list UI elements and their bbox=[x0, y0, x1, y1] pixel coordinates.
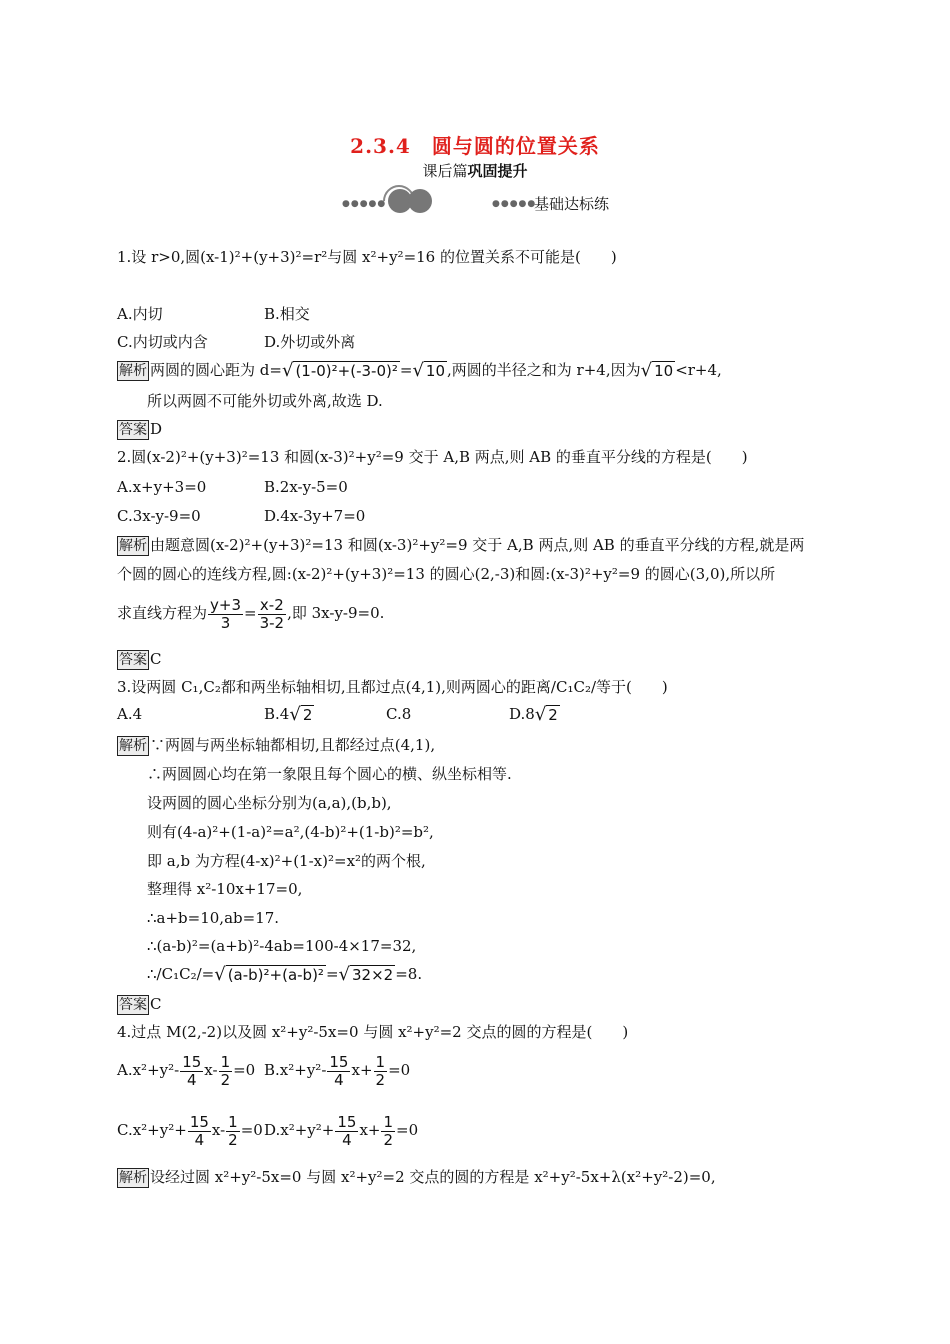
q3-solution-line7: ∴a+b=10,ab=17. bbox=[147, 909, 280, 927]
q3-answer-value: C bbox=[150, 995, 162, 1013]
q3-stem: 3.设两圆 C₁,C₂都和两坐标轴相切,且都过点(4,1),则两圆心的距离/C₁C₂/等于( ) bbox=[117, 678, 668, 696]
sqrt-expression: √ 10 bbox=[412, 360, 446, 381]
q2-answer-value: C bbox=[150, 650, 162, 668]
q1-option-d: D.外切或外离 bbox=[264, 333, 356, 351]
answer-tag: 答案 bbox=[119, 422, 147, 438]
level-label: 基础达标练 bbox=[534, 195, 610, 213]
level-banner bbox=[342, 186, 622, 216]
fraction: $\frac{1}{2}$ bbox=[228, 1112, 238, 1149]
q3-option-c: C.8 bbox=[386, 705, 412, 723]
sqrt-expression: √ (1-0)²+(-3-0)² bbox=[281, 360, 398, 381]
q1-answer bbox=[117, 418, 162, 440]
q2-option-b: B.2x-y-5=0 bbox=[264, 478, 348, 496]
q4-stem: 4.过点 M(2,-2)以及圆 x²+y²-5x=0 与圆 x²+y²=2 交点的圆的方程是( ) bbox=[117, 1023, 629, 1041]
q3-solution-line3: 设两圆的圆心坐标分别为(a,a),(b,b), bbox=[147, 794, 392, 812]
page-subtitle bbox=[0, 160, 950, 181]
fraction: $\frac{15}{4}$ bbox=[329, 1052, 349, 1089]
q2-option-d: D.4x-3y+7=0 bbox=[264, 507, 366, 525]
q2-solution-line3: 求直线方程为 $\frac{y+3}{3}$ = $\frac{x-2}{3-2}$ ,即 3x-y-9=0. bbox=[117, 595, 385, 632]
q3-option-d: D.8√ 2 bbox=[509, 704, 558, 725]
analysis-tag: 解析 bbox=[119, 363, 147, 379]
q3-option-b: B.4√ 2 bbox=[264, 704, 313, 725]
analysis-tag: 解析 bbox=[119, 738, 147, 754]
analysis-tag: 解析 bbox=[119, 538, 147, 554]
answer-tag: 答案 bbox=[119, 652, 147, 668]
fraction: $\frac{1}{2}$ bbox=[383, 1112, 394, 1149]
q1-solution-line2: 所以两圆不可能外切或外离,故选 D. bbox=[147, 392, 383, 410]
subtitle-bold: 巩固提升 bbox=[467, 162, 528, 180]
fraction: $\frac{x-2}{3-2}$ bbox=[259, 595, 285, 632]
q1-solution-line1: 解析 两圆的圆心距为 d=√ (1-0)²+(-3-0)² =√ 10 ,两圆的半径之和为 r+4,因为√ 10 <r+4, bbox=[117, 357, 722, 384]
q3-solution-line9: ∴/C₁C₂/=√ (a-b)²+(a-b)² =√ 32×2 =8. bbox=[147, 961, 422, 988]
q2-stem: 2.圆(x-2)²+(y+3)²=13 和圆(x-3)²+y²=9 交于 A,B 两点,则 AB 的垂直平分线的方程是( ) bbox=[117, 448, 748, 466]
q3-solution-line6: 整理得 x²-10x+17=0, bbox=[147, 880, 303, 898]
sqrt-expression: √ 2 bbox=[534, 704, 558, 725]
q3-solution-line1: 解析 ∵两圆与两坐标轴都相切,且都经过点(4,1), bbox=[119, 736, 436, 754]
q2-solution-line2: 个圆的圆心的连线方程,圆:(x-2)²+(y+3)²=13 的圆心(2,-3)和圆:(x-3)²+y²=9 的圆心(3,0),所以所 bbox=[117, 565, 776, 583]
circle-right-icon bbox=[408, 189, 432, 213]
sqrt-expression: √ 2 bbox=[289, 704, 313, 725]
dots-left-icon: ●●●●● bbox=[342, 199, 387, 209]
sqrt-expression: √ 32×2 bbox=[338, 964, 394, 985]
q1-sol-text: 两圆的圆心距为 d= bbox=[150, 361, 282, 379]
q2-answer bbox=[117, 648, 161, 670]
q1-option-c: C.内切或内含 bbox=[117, 333, 208, 351]
fraction: $\frac{15}{4}$ bbox=[182, 1052, 202, 1089]
q3-solution-line5: 即 a,b 为方程(4-x)²+(1-x)²=x²的两个根, bbox=[147, 852, 426, 870]
q4-option-a: A.x²+y²- $\frac{15}{4}$ x- $\frac{1}{2}$ =0 bbox=[117, 1052, 256, 1089]
q1-stem: 1.设 r>0,圆(x-1)²+(y+3)²=r²与圆 x²+y²=16 的位置关系不可能是( ) bbox=[117, 248, 617, 266]
q2-solution-line1: 解析 由题意圆(x-2)²+(y+3)²=13 和圆(x-3)²+y²=9 交于 A,B 两点,则 AB 的垂直平分线的方程,就是两 bbox=[119, 536, 805, 554]
subtitle-plain: 课后篇 bbox=[422, 162, 468, 180]
q4-solution-line1: 解析 设经过圆 x²+y²-5x=0 与圆 x²+y²=2 交点的圆的方程是 x²+y²-5x+λ(x²+y²-2)=0, bbox=[119, 1168, 716, 1186]
q3-solution-line8: ∴(a-b)²=(a+b)²-4ab=100-4×17=32, bbox=[147, 937, 417, 955]
fraction: $\frac{15}{4}$ bbox=[189, 1112, 209, 1149]
q3-solution-line4: 则有(4-a)²+(1-a)²=a²,(4-b)²+(1-b)²=b², bbox=[147, 823, 434, 841]
sqrt-expression: √ (a-b)²+(a-b)² bbox=[214, 964, 324, 985]
fraction: $\frac{15}{4}$ bbox=[337, 1112, 357, 1149]
q4-option-b: B.x²+y²- $\frac{15}{4}$ x+ $\frac{1}{2}$ =0 bbox=[264, 1052, 411, 1089]
sqrt-expression: √ 10 bbox=[640, 360, 674, 381]
q4-option-d: D.x²+y²+ $\frac{15}{4}$ x+ $\frac{1}{2}$ =0 bbox=[264, 1112, 419, 1149]
fraction: $\frac{1}{2}$ bbox=[220, 1052, 231, 1089]
q1-answer-value: D bbox=[150, 420, 163, 438]
fraction: $\frac{y+3}{3}$ bbox=[210, 595, 242, 632]
dots-right-icon: ●●●●● bbox=[492, 199, 537, 209]
q4-option-c: C.x²+y²+ $\frac{15}{4}$ x- $\frac{1}{2}$ =0 bbox=[117, 1112, 263, 1149]
q2-option-c: C.3x-y-9=0 bbox=[117, 507, 201, 525]
analysis-tag: 解析 bbox=[119, 1170, 147, 1186]
page-title: 2.3.4 圆与圆的位置关系 bbox=[350, 134, 600, 158]
answer-tag: 答案 bbox=[119, 997, 147, 1013]
q1-option-a: A.内切 bbox=[117, 305, 163, 323]
q2-option-a: A.x+y+3=0 bbox=[117, 478, 207, 496]
q1-option-b: B.相交 bbox=[264, 305, 310, 323]
fraction: $\frac{1}{2}$ bbox=[375, 1052, 386, 1089]
q3-solution-line2: ∴两圆圆心均在第一象限且每个圆心的横、纵坐标相等. bbox=[147, 765, 512, 783]
q3-option-a: A.4 bbox=[117, 705, 143, 723]
q3-answer bbox=[117, 993, 161, 1015]
